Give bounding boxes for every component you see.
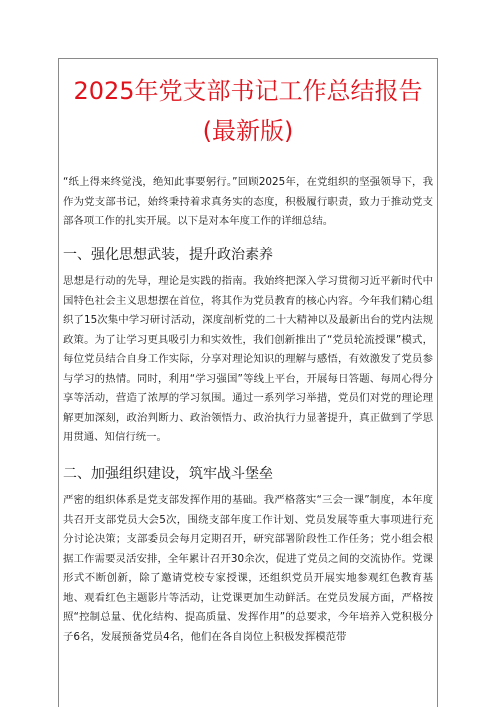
section-heading-1: 一、强化思想武装，提升政治素养 <box>63 247 273 263</box>
document-subtitle: (最新版) <box>202 117 294 145</box>
section-body-2: 严密的组织体系是党支部发挥作用的基础。我严格落实“三会一课”制度，本年度共召开支部党员大会5次，围绕支部年度工作计划、党员发展等重大事项进行充分讨论决策；支部委员会每月定期召开，研究部署阶段性工作任务；党小组会根据工作需要灵活安排，全年累计召开30余次，促进了党员之间的交流协作。党课形式不断创新，除了邀请党校专家授课，还组织党员开展实地参观红色教育基地、观看红色主题影片等活动，让党课更加生动鲜活。在党员发展方面，严格按照“控制总量、优化结构、提高质量、发挥作用”的总要求，今年培养入党积极分子6名，发展预备党员4名，他们在各自岗位上积极发挥模范带 <box>63 494 433 643</box>
section-heading-2: 二、加强组织建设，筑牢战斗堡垒 <box>63 466 273 482</box>
document-page <box>58 58 438 707</box>
document-title: 2025年党支部书记工作总结报告 <box>73 77 423 105</box>
section-body-1: 思想是行动的先导，理论是实践的指南。我始终把深入学习贯彻习近平新时代中国特色社会主义思想摆在首位，将其作为党员教育的核心内容。今年我们精心组织了15次集中学习研讨活动，深度剖析党的二十大精神以及最新出台的党内法规政策。为了让学习更具吸引力和实效性，我们创新推出了“党员轮流授课”模式，每位党员结合自身工作实际，分享对理论知识的理解与感悟，有效激发了党员参与学习的热情。同时，利用“学习强国”等线上平台，开展每日答题、每周心得分享等活动，营造了浓厚的学习氛围。通过一系列学习举措，党员们对党的理论理解更加深刻，政治判断力、政治领悟力、政治执行力显著提升，真正做到了学思用贯通、知信行统一。 <box>63 275 433 443</box>
intro-paragraph: “纸上得来终觉浅，绝知此事要躬行。”回顾2025年，在党组织的坚强领导下，我作为党支部书记，始终秉持着求真务实的态度，积极履行职责，致力于推动党支部各项工作的扎实开展。以下是对本年度工作的详细总结。 <box>63 176 433 227</box>
